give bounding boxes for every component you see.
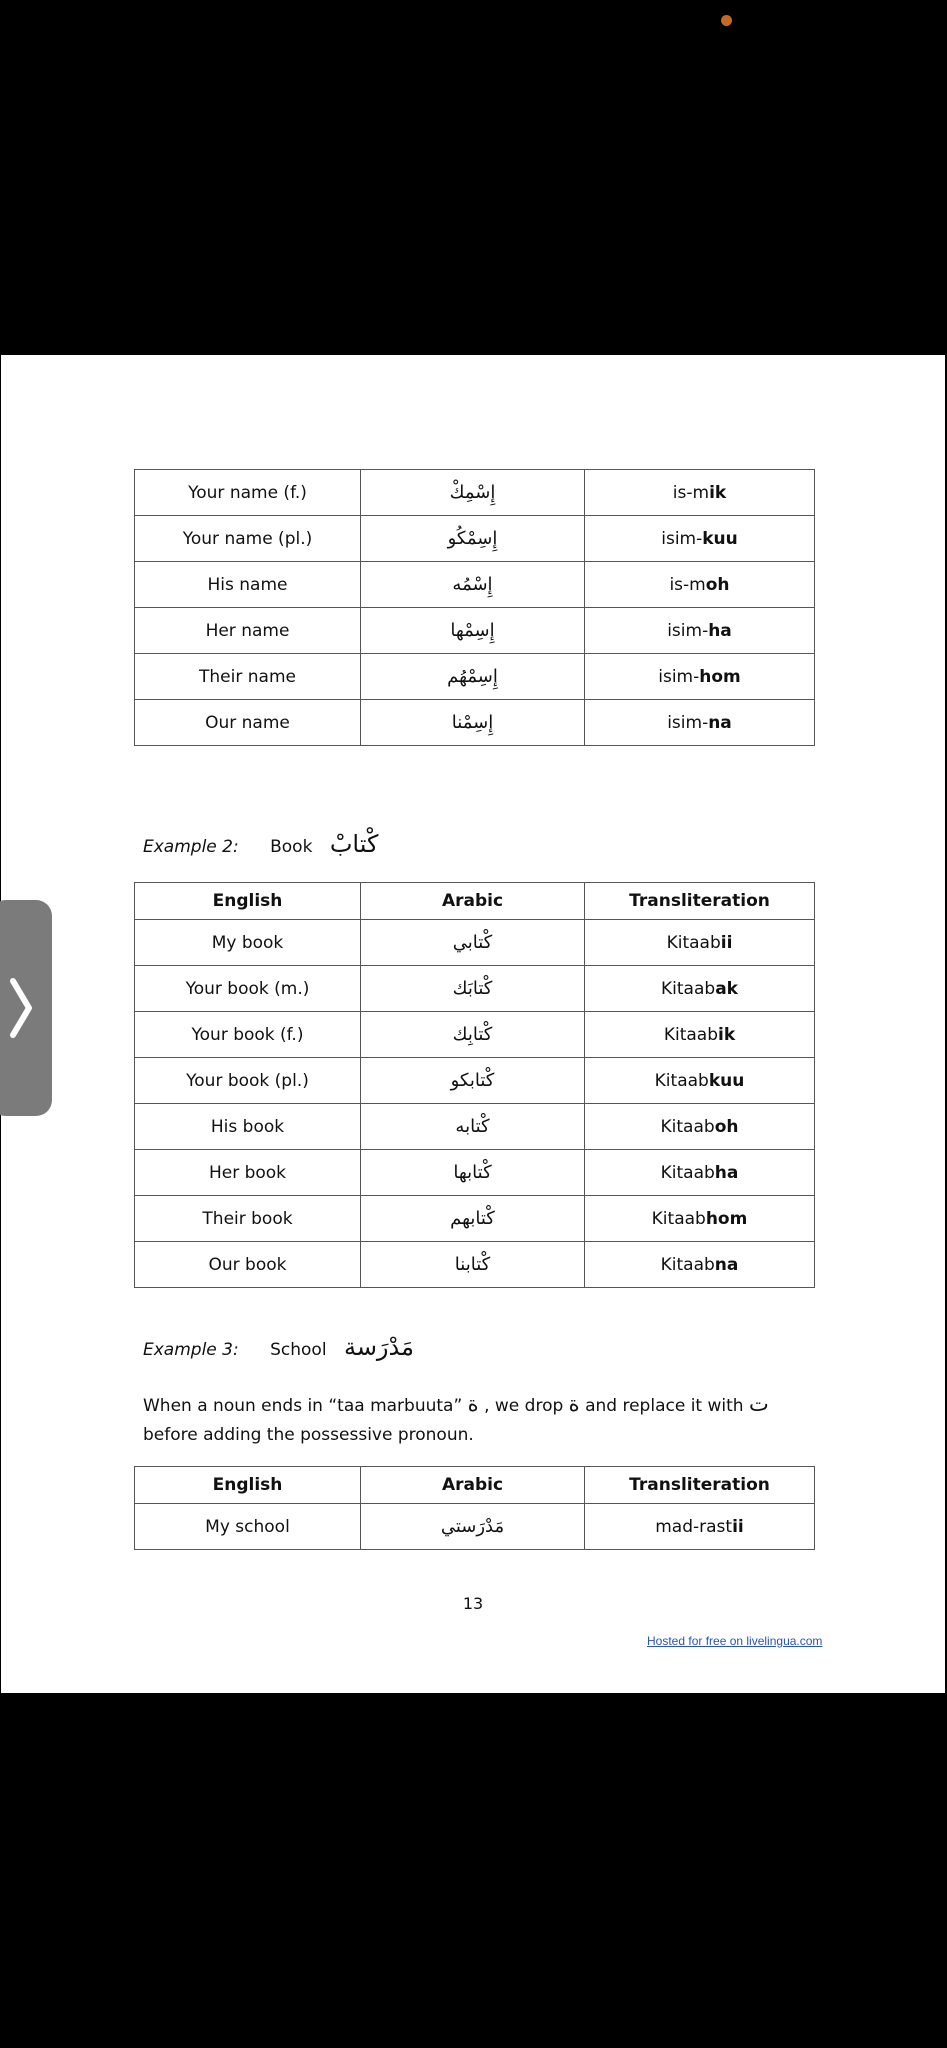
arabic-cell: كْتابي	[361, 920, 585, 966]
note-text: and replace it with	[579, 1396, 749, 1416]
transliteration-suffix: oh	[705, 574, 730, 595]
english-cell: Your name (pl.)	[135, 516, 361, 562]
transliteration-cell	[585, 516, 815, 562]
transliteration-base: Kitaab	[660, 1116, 715, 1137]
transliteration-cell	[585, 700, 815, 746]
transliteration-suffix: kuu	[702, 528, 738, 549]
example-arabic-word: كْتابْ	[329, 830, 379, 858]
table-row	[135, 516, 815, 562]
transliteration-base: Kitaab	[660, 1162, 715, 1183]
table-row	[135, 1196, 815, 1242]
example-word: School	[270, 1340, 327, 1360]
transliteration-cell	[585, 608, 815, 654]
transliteration-base: isim-	[667, 712, 709, 733]
english-cell: His name	[135, 562, 361, 608]
name-possessive-table	[134, 469, 815, 746]
transliteration-suffix: hom	[699, 666, 741, 687]
arabic-cell: كْتابنا	[361, 1242, 585, 1288]
hosted-link[interactable]: Hosted for free on livelingua.com	[647, 1634, 823, 1648]
arabic-cell: كْتابِك	[361, 1012, 585, 1058]
transliteration-base: Kitaab	[660, 1254, 715, 1275]
arabic-cell: إِسْمِكْ	[361, 470, 585, 516]
table-row	[135, 470, 815, 516]
table-row	[135, 920, 815, 966]
transliteration-suffix: hom	[705, 1208, 748, 1229]
arabic-cell: إِسِمْها	[361, 608, 585, 654]
school-possessive-table	[134, 1466, 815, 1550]
transliteration-cell	[585, 1104, 815, 1150]
transliteration-suffix: ha	[714, 1162, 739, 1183]
transliteration-base: Kitaab	[666, 932, 721, 953]
table-row	[135, 1504, 815, 1550]
arabic-cell: كْتابه	[361, 1104, 585, 1150]
english-cell: Your book (f.)	[135, 1012, 361, 1058]
transliteration-base: isim-	[661, 528, 703, 549]
arabic-cell: إِسِمْكُو	[361, 516, 585, 562]
english-cell: Their book	[135, 1196, 361, 1242]
transliteration-base: Kitaab	[651, 1208, 706, 1229]
transliteration-cell	[585, 562, 815, 608]
document-page	[1, 355, 945, 1693]
transliteration-suffix: ii	[720, 932, 733, 953]
taa-marbuuta-note	[143, 1390, 803, 1450]
arabic-cell: إِسْمُه	[361, 562, 585, 608]
english-cell: My book	[135, 920, 361, 966]
transliteration-base: is-m	[669, 574, 706, 595]
transliteration-suffix: ik	[718, 1024, 736, 1045]
example-label: Example 2:	[143, 837, 239, 857]
table-header-row	[135, 1467, 815, 1504]
english-cell: Their name	[135, 654, 361, 700]
column-header: English	[135, 883, 361, 920]
table-row	[135, 966, 815, 1012]
english-cell: Her book	[135, 1150, 361, 1196]
transliteration-suffix: kuu	[708, 1070, 745, 1091]
column-header: Transliteration	[585, 1467, 815, 1504]
example-word: Book	[270, 837, 313, 857]
column-header: Arabic	[361, 1467, 585, 1504]
transliteration-cell	[585, 1012, 815, 1058]
note-text: before adding the possessive pronoun.	[143, 1425, 474, 1445]
table-row	[135, 700, 815, 746]
transliteration-base: Kitaab	[654, 1070, 709, 1091]
transliteration-suffix: ii	[732, 1516, 744, 1537]
column-header: English	[135, 1467, 361, 1504]
transliteration-cell	[585, 966, 815, 1012]
table-row	[135, 562, 815, 608]
chevron-right-icon	[7, 973, 35, 1043]
transliteration-cell	[585, 1196, 815, 1242]
transliteration-base: Kitaab	[661, 978, 716, 999]
transliteration-cell	[585, 654, 815, 700]
note-arabic-letter: ت	[748, 1392, 769, 1416]
book-possessive-table	[134, 882, 815, 1288]
table-row	[135, 1058, 815, 1104]
table-header-row	[135, 883, 815, 920]
table-row	[135, 1150, 815, 1196]
note-text: , we drop	[478, 1396, 569, 1416]
table-row	[135, 1012, 815, 1058]
english-cell: Our book	[135, 1242, 361, 1288]
transliteration-base: Kitaab	[663, 1024, 719, 1045]
column-header: Arabic	[361, 883, 585, 920]
page-number: 13	[462, 1594, 484, 1613]
transliteration-base: is-m	[672, 482, 710, 503]
transliteration-cell	[585, 470, 815, 516]
note-text: When a noun ends in “taa marbuuta”	[143, 1396, 468, 1416]
english-cell: My school	[135, 1504, 361, 1550]
transliteration-suffix: oh	[714, 1116, 739, 1137]
side-panel-toggle-button[interactable]	[0, 900, 52, 1116]
english-cell: Your book (pl.)	[135, 1058, 361, 1104]
english-cell: Your name (f.)	[135, 470, 361, 516]
transliteration-base: isim-	[667, 620, 709, 641]
transliteration-cell	[585, 1150, 815, 1196]
arabic-cell: كْتابها	[361, 1150, 585, 1196]
arabic-cell: مَدْرَستي	[361, 1504, 585, 1550]
example-2-heading	[143, 830, 378, 858]
table-row	[135, 654, 815, 700]
transliteration-cell	[585, 1504, 815, 1550]
transliteration-base: mad-rast	[655, 1516, 733, 1537]
transliteration-cell	[585, 1058, 815, 1104]
column-header: Transliteration	[585, 883, 815, 920]
transliteration-suffix: ak	[715, 978, 738, 999]
arabic-cell: كْتابهم	[361, 1196, 585, 1242]
english-cell: Our name	[135, 700, 361, 746]
transliteration-suffix: na	[708, 712, 732, 733]
table-row	[135, 1104, 815, 1150]
example-3-heading	[143, 1333, 414, 1361]
status-indicator-dot	[721, 15, 732, 26]
transliteration-cell	[585, 920, 815, 966]
table-row	[135, 1242, 815, 1288]
note-arabic-letter: ة	[568, 1392, 580, 1416]
arabic-cell: إِسِمْنا	[361, 700, 585, 746]
english-cell: Your book (m.)	[135, 966, 361, 1012]
transliteration-cell	[585, 1242, 815, 1288]
transliteration-suffix: na	[714, 1254, 739, 1275]
arabic-cell: كْتابكو	[361, 1058, 585, 1104]
transliteration-suffix: ha	[708, 620, 732, 641]
transliteration-suffix: ik	[709, 482, 727, 503]
arabic-cell: كْتابَك	[361, 966, 585, 1012]
arabic-cell: إِسِمْهُم	[361, 654, 585, 700]
english-cell: His book	[135, 1104, 361, 1150]
note-arabic-letter: ة	[467, 1392, 479, 1416]
example-label: Example 3:	[143, 1340, 239, 1360]
example-arabic-word: مَدْرَسة	[343, 1333, 414, 1361]
english-cell: Her name	[135, 608, 361, 654]
transliteration-base: isim-	[658, 666, 700, 687]
table-row	[135, 608, 815, 654]
